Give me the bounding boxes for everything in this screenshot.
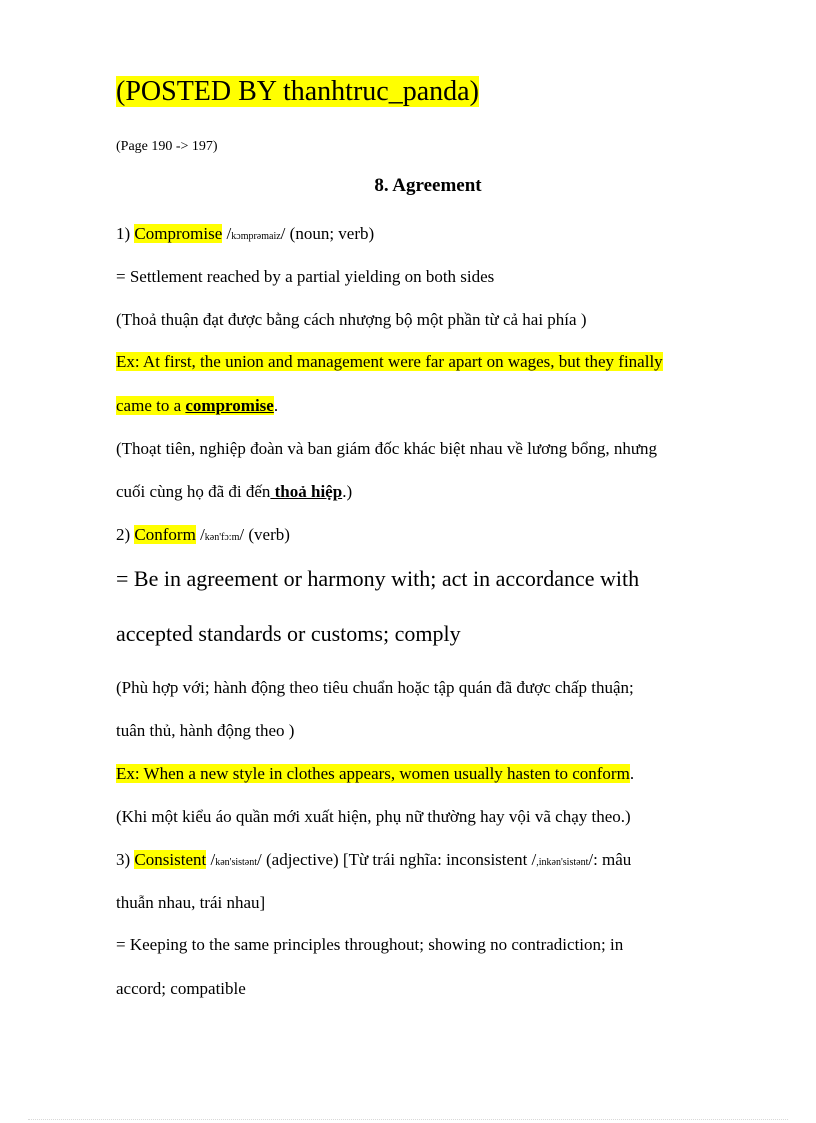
entry-1-example-translation-line1: (Thoạt tiên, nghiệp đoàn và ban giám đốc khác biệt nhau về lương bổng, nhưng — [116, 439, 658, 458]
posted-by-text: (POSTED BY thanhtruc_panda) — [116, 76, 479, 107]
entry-number: 1) — [116, 224, 131, 243]
part-of-speech: (verb) — [248, 525, 290, 544]
page-bottom-border — [28, 1119, 788, 1120]
antonym-pronunciation: ,inkən'sistənt — [536, 857, 589, 868]
entry-2-translation-line2: tuân thủ, hành động theo ) — [116, 721, 295, 740]
entry-3-heading: 3) Consistent /kən'sistənt/ (adjective) [Từ trái nghĩa: inconsistent /,inkən'sistənt/: mâu — [116, 850, 632, 869]
entry-3-definition-line2: accord; compatible — [116, 979, 246, 998]
section-title: 8. Agreement — [374, 175, 482, 196]
antonym-note: [Từ trái nghĩa: inconsistent /,inkən'sistənt/: mâu — [342, 850, 632, 869]
translation-keyword: thoả hiệp — [270, 482, 343, 501]
entry-number: 2) — [116, 525, 131, 544]
page-range: (Page 190 -> 197) — [116, 139, 218, 154]
entry-3-antonym-line2: thuẫn nhau, trái nhau] — [116, 893, 266, 912]
pronunciation: kən'fɔ:m — [204, 532, 240, 543]
entry-1-example-line2 — [116, 396, 278, 416]
entry-1-example-line1 — [116, 352, 663, 372]
entry-2-definition-line2: accepted standards or customs; comply — [116, 621, 461, 646]
translation-text: cuối cùng họ đã đi đến — [116, 482, 271, 501]
pronunciation: kɔmprəmaiz — [231, 231, 281, 242]
entry-1-definition: = Settlement reached by a partial yielding on both sides — [116, 267, 495, 286]
example-end: . — [273, 396, 279, 415]
entry-3-definition-line1: = Keeping to the same principles throughout; showing no contradiction; in — [116, 935, 624, 954]
posted-by-line — [116, 76, 479, 108]
entry-1-heading: 1) Compromise /kɔmprəmaiz/ (noun; verb) — [116, 224, 375, 243]
entry-2-heading: 2) Conform /kən'fɔ:m/ (verb) — [116, 525, 290, 544]
entry-word: Consistent — [134, 850, 207, 869]
entry-2-translation-line1: (Phù hợp với; hành động theo tiêu chuẩn hoặc tập quán đã được chấp thuận; — [116, 678, 634, 697]
part-of-speech: (adjective) — [265, 850, 339, 869]
translation-end: .) — [342, 482, 353, 501]
example-text: Ex: When a new style in clothes appears, women usually hasten to conform — [116, 764, 630, 783]
pronunciation: kən'sistənt — [215, 857, 257, 868]
entry-1-example-translation-line2 — [116, 482, 352, 502]
entry-2-example-translation: (Khi một kiểu áo quần mới xuất hiện, phụ nữ thường hay vội vã chạy theo.) — [116, 807, 631, 826]
example-text: came to a — [116, 396, 186, 415]
entry-2-example — [116, 764, 634, 784]
entry-2-definition-line1: = Be in agreement or harmony with; act in accordance with — [116, 566, 640, 591]
entry-word: Conform — [134, 525, 196, 544]
example-keyword: compromise — [185, 396, 274, 415]
example-end: . — [629, 764, 635, 783]
example-text: Ex: At first, the union and management were far apart on wages, but they finally — [116, 352, 663, 371]
entry-1-translation: (Thoả thuận đạt được bằng cách nhượng bộ một phần từ cả hai phía ) — [116, 310, 587, 329]
part-of-speech: (noun; verb) — [289, 224, 375, 243]
entry-word: Compromise — [134, 224, 223, 243]
entry-number: 3) — [116, 850, 131, 869]
